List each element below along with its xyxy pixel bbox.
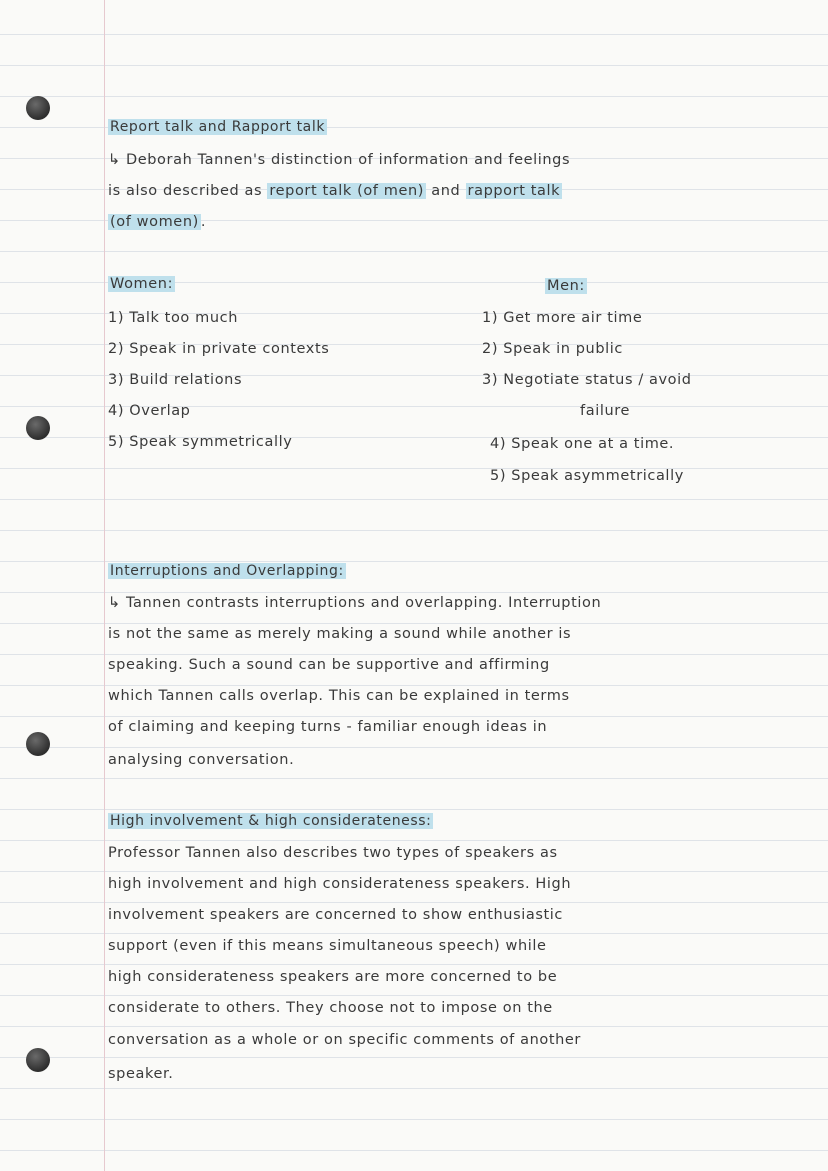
section1-line: (of women) . — [110, 214, 207, 230]
men-item: 1) Get more air time — [482, 310, 643, 326]
women-item: 1) Talk too much — [108, 310, 238, 326]
punch-hole — [26, 416, 50, 440]
men-item: 5) Speak asymmetrically — [490, 468, 684, 484]
women-item: 4) Overlap — [108, 403, 191, 419]
men-item: 4) Speak one at a time. — [490, 436, 675, 452]
men-item: 2) Speak in public — [482, 341, 623, 357]
section1-line: ↳ Deborah Tannen's distinction of information and feelings — [108, 152, 571, 168]
men-label: Men: — [547, 278, 585, 294]
section3-line: Professor Tannen also describes two types of speakers as — [108, 845, 558, 861]
section2-line: speaking. Such a sound can be supportive and affirming — [108, 657, 550, 673]
section2-line: is not the same as merely making a sound while another is — [108, 626, 572, 642]
section3-line: involvement speakers are concerned to show enthusiastic — [108, 907, 563, 923]
section2-line: ↳ Tannen contrasts interruptions and overlapping. Interruption — [108, 595, 602, 611]
men-item: failure — [580, 403, 631, 419]
women-item: 2) Speak in private contexts — [108, 341, 330, 357]
highlight-rapport-talk: rapport talk — [467, 183, 561, 199]
section3-line: considerate to others. They choose not to impose on the — [108, 1000, 553, 1016]
highlight-report-talk: report talk (of men) — [269, 183, 425, 199]
men-item: 3) Negotiate status / avoid — [482, 372, 692, 388]
section3-line: support (even if this means simultaneous speech) while — [108, 938, 547, 954]
report-rapport-heading: Report talk and Rapport talk — [110, 119, 326, 135]
punch-hole — [26, 732, 50, 756]
interruptions-heading: Interruptions and Overlapping: — [110, 563, 344, 579]
punch-hole — [26, 1048, 50, 1072]
section3-line: high considerateness speakers are more concerned to be — [108, 969, 558, 985]
involvement-heading: High involvement & high considerateness: — [110, 813, 432, 829]
women-item: 3) Build relations — [108, 372, 243, 388]
section3-line: high involvement and high considerateness speakers. High — [108, 876, 572, 892]
section3-line: conversation as a whole or on specific comments of another — [108, 1032, 581, 1048]
women-label: Women: — [110, 276, 174, 292]
section2-line: of claiming and keeping turns - familiar enough ideas in — [108, 719, 548, 735]
punch-hole — [26, 96, 50, 120]
section1-line: is also described as report talk (of men) and rapport talk — [108, 183, 561, 199]
section2-line: which Tannen calls overlap. This can be explained in terms — [108, 688, 570, 704]
section2-line: analysing conversation. — [108, 752, 295, 768]
women-item: 5) Speak symmetrically — [108, 434, 293, 450]
section3-line: speaker. — [108, 1066, 174, 1082]
margin-line — [104, 0, 105, 1171]
